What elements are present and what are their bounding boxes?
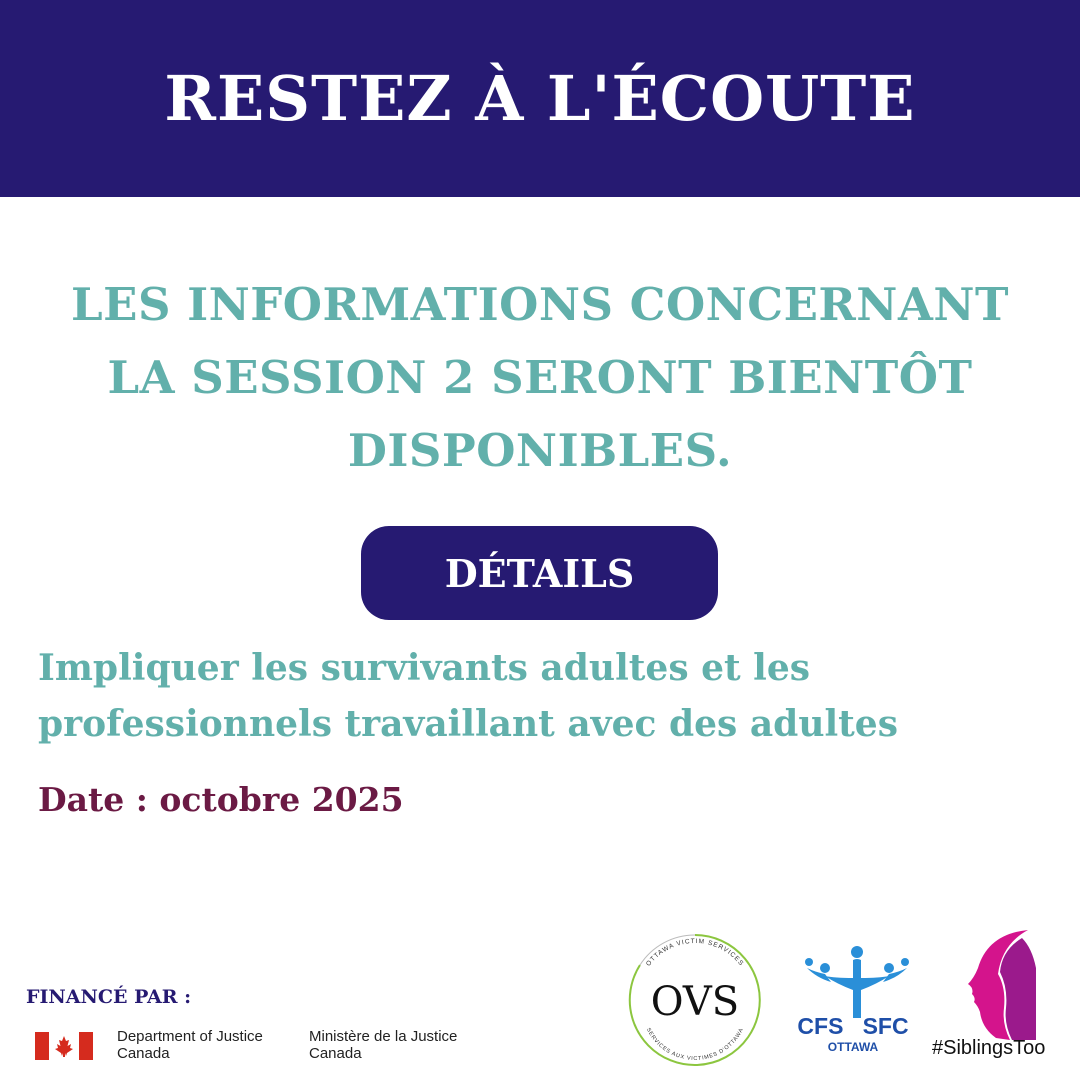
- doj-fr-line: Canada: [309, 1045, 362, 1062]
- headline-line: LES INFORMATIONS CONCERNANT: [71, 278, 1009, 331]
- siblings-profile-icon: [958, 928, 1038, 1044]
- ovs-ring-bottom: SERVICES AUX VICTIMES D'OTTAWA: [644, 1027, 746, 1063]
- cfs-wordmark: [788, 1013, 918, 1040]
- header-banner: [0, 0, 1080, 197]
- siblings-hashtag: #SiblingsToo: [932, 1037, 1046, 1059]
- canada-flag-icon: [35, 1032, 93, 1060]
- announcement-headline: [40, 268, 1040, 487]
- cfs-right: SFC: [862, 1013, 909, 1039]
- doj-english: [117, 1028, 263, 1062]
- details-button[interactable]: DÉTAILS: [361, 526, 718, 620]
- funded-by-label: FINANCÉ PAR :: [26, 986, 192, 1008]
- doj-french: [309, 1028, 457, 1062]
- svg-text:OTTAWA VICTIM SERVICES: [645, 938, 745, 968]
- doj-en-line: Canada: [117, 1045, 170, 1062]
- subtitle-line: professionnels travaillant avec des adultes: [38, 703, 898, 745]
- ovs-logo: [620, 925, 770, 1075]
- session-subtitle: [38, 640, 1048, 752]
- ovs-ring-top: OTTAWA VICTIM SERVICES: [644, 937, 746, 968]
- subtitle-line: Impliquer les survivants adultes et les: [38, 647, 811, 689]
- banner-title: RESTEZ À L'ÉCOUTE: [164, 62, 916, 135]
- cfs-left: CFS: [797, 1013, 844, 1039]
- headline-line: LA SESSION 2 SERONT BIENTÔT: [107, 351, 973, 404]
- headline-line: DISPONIBLES.: [347, 424, 733, 477]
- doj-fr-line: Ministère de la Justice: [309, 1028, 458, 1045]
- cfs-city: OTTAWA: [827, 1040, 879, 1054]
- svg-text:SERVICES AUX VICTIMES D'OTTAWA: [645, 1027, 745, 1062]
- ovs-abbr: OVS: [650, 979, 740, 1025]
- session-date: Date : octobre 2025: [38, 780, 404, 819]
- doj-en-line: Department of Justice: [117, 1028, 263, 1045]
